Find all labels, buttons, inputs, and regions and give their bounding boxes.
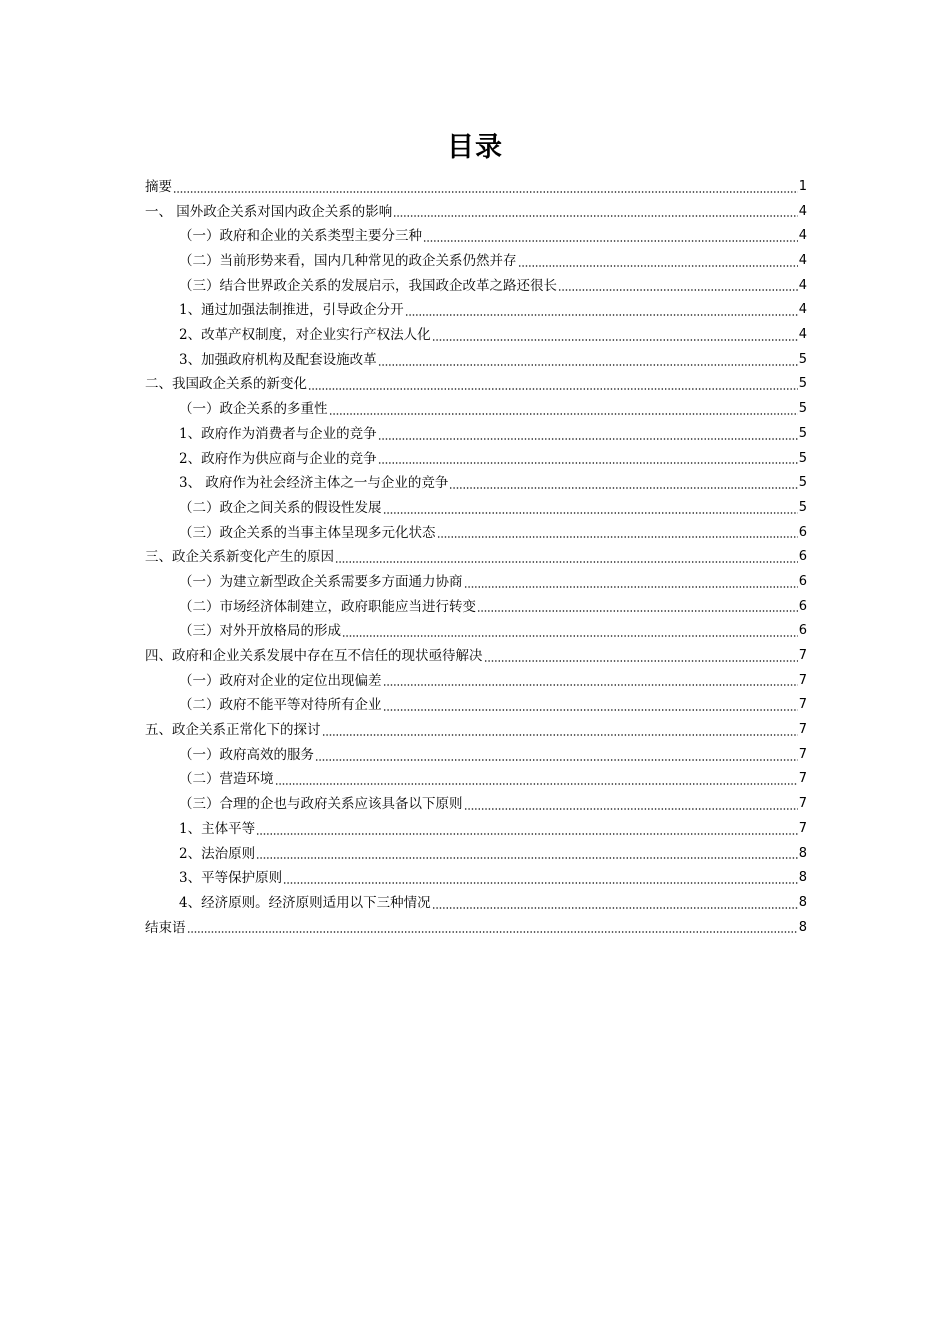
toc-entry-page-number: 7 [798,697,807,713]
toc-entry-label: 结束语 [145,919,186,936]
toc-dot-leader [432,907,798,909]
toc-entry[interactable] [145,619,807,644]
toc-entry[interactable] [145,644,807,669]
toc-dot-leader [342,635,798,637]
toc-entry-page-number: 8 [798,845,807,861]
toc-entry-page-number: 7 [798,672,807,688]
toc-dot-leader [378,462,798,464]
toc-entry-page-number: 5 [798,351,807,367]
toc-entry[interactable] [145,768,807,793]
toc-entry-label: 3、平等保护原则 [179,870,283,887]
toc-entry-label: （二）政企之间关系的假设性发展 [179,499,382,516]
toc-entry-page-number: 7 [798,648,807,664]
toc-list [145,175,807,940]
toc-entry-page-number: 7 [798,722,807,738]
toc-dot-leader [308,388,798,390]
toc-entry-page-number: 5 [798,425,807,441]
toc-entry-label: 3、加强政府机构及配套设施改革 [179,351,377,368]
toc-entry-page-number: 4 [798,302,807,318]
toc-entry[interactable] [145,817,807,842]
toc-entry[interactable] [145,595,807,620]
toc-entry[interactable] [145,249,807,274]
toc-entry-page-number: 6 [798,573,807,589]
toc-dot-leader [383,709,798,711]
toc-dot-leader [383,512,798,514]
toc-entry-label: （三）对外开放格局的形成 [179,623,341,640]
toc-dot-leader [423,240,798,242]
toc-entry-page-number: 8 [798,870,807,886]
toc-dot-leader [187,931,798,933]
toc-entry[interactable] [145,792,807,817]
toc-entry-page-number: 5 [798,376,807,392]
toc-entry-page-number: 7 [798,820,807,836]
toc-entry-label: （一）为建立新型政企关系需要多方面通力协商 [179,573,463,590]
toc-entry-label: 1、主体平等 [179,820,256,837]
toc-entry-label: 2、政府作为供应商与企业的竞争 [179,450,377,467]
toc-dot-leader [437,536,798,538]
toc-dot-leader [432,339,798,341]
toc-entry[interactable] [145,718,807,743]
toc-dot-leader [329,413,798,415]
toc-entry-label: 1、政府作为消费者与企业的竞争 [179,425,377,442]
toc-entry-label: （一）政府高效的服务 [179,746,314,763]
toc-entry-label: 三、政企关系新变化产生的原因 [145,549,334,566]
toc-entry-page-number: 7 [798,771,807,787]
toc-entry-page-number: 5 [798,401,807,417]
toc-entry[interactable] [145,891,807,916]
toc-entry-label: （二）营造环境 [179,771,274,788]
toc-entry[interactable] [145,200,807,225]
toc-entry-label: （二）市场经济体制建立，政府职能应当进行转变 [179,598,476,615]
toc-entry[interactable] [145,373,807,398]
toc-entry[interactable] [145,323,807,348]
toc-dot-leader [405,314,798,316]
toc-entry[interactable] [145,693,807,718]
toc-entry-page-number: 6 [798,623,807,639]
toc-dot-leader [256,857,798,859]
toc-entry[interactable] [145,521,807,546]
toc-entry-page-number: 8 [798,919,807,935]
toc-entry[interactable] [145,175,807,200]
toc-title: 目录 [447,132,503,163]
toc-dot-leader [335,561,798,563]
toc-dot-leader [256,833,798,835]
toc-dot-leader [322,734,798,736]
toc-entry[interactable] [145,669,807,694]
toc-entry-page-number: 4 [798,277,807,293]
toc-entry[interactable] [145,397,807,422]
toc-entry-label: 1、通过加强法制推进，引导政企分开 [179,302,404,319]
toc-entry-label: （三）政企关系的当事主体呈现多元化状态 [179,524,436,541]
toc-entry[interactable] [145,496,807,521]
toc-entry[interactable] [145,422,807,447]
toc-entry-label: （三）合理的企也与政府关系应该具备以下原则 [179,796,463,813]
toc-entry-label: （三）结合世界政企关系的发展启示，我国政企改革之路还很长 [179,277,557,294]
toc-entry-page-number: 6 [798,598,807,614]
toc-dot-leader [449,487,797,489]
toc-entry-label: （一）政企关系的多重性 [179,401,328,418]
toc-entry[interactable] [145,274,807,299]
toc-entry-page-number: 4 [798,253,807,269]
toc-entry[interactable] [145,224,807,249]
toc-dot-leader [464,808,798,810]
toc-entry-page-number: 5 [798,475,807,491]
toc-dot-leader [518,265,798,267]
toc-entry[interactable] [145,842,807,867]
toc-entry-label: （一）政府对企业的定位出现偏差 [179,672,382,689]
toc-dot-leader [378,364,798,366]
toc-entry-page-number: 4 [798,327,807,343]
toc-entry[interactable] [145,348,807,373]
toc-entry[interactable] [145,545,807,570]
toc-entry[interactable] [145,866,807,891]
toc-entry-page-number: 5 [798,499,807,515]
toc-entry-page-number: 6 [798,549,807,565]
toc-entry-page-number: 4 [798,203,807,219]
toc-entry[interactable] [145,743,807,768]
toc-dot-leader [558,289,798,291]
toc-dot-leader [378,438,798,440]
toc-entry-label: 2、法治原则 [179,845,256,862]
toc-dot-leader [383,684,798,686]
toc-dot-leader [464,586,798,588]
toc-dot-leader [393,215,797,217]
toc-entry-label: 五、政企关系正常化下的探讨 [145,722,321,739]
toc-entry-label: 4、经济原则。经济原则适用以下三种情况 [179,894,431,911]
toc-entry-label: 一、 国外政企关系对国内政企关系的影响 [145,203,393,220]
toc-entry-label: 3、 政府作为社会经济主体之一与企业的竞争 [179,475,449,492]
toc-entry-page-number: 7 [798,746,807,762]
toc-entry[interactable] [145,298,807,323]
toc-entry-label: 摘要 [145,178,172,195]
toc-entry-page-number: 8 [798,894,807,910]
toc-dot-leader [477,610,798,612]
toc-dot-leader [275,783,798,785]
toc-entry-label: （二）当前形势来看，国内几种常见的政企关系仍然并存 [179,253,517,270]
toc-entry-page-number: 4 [798,228,807,244]
toc-dot-leader [484,660,798,662]
toc-entry-label: （二）政府不能平等对待所有企业 [179,697,382,714]
toc-dot-leader [173,191,798,193]
toc-entry[interactable] [145,570,807,595]
toc-entry[interactable] [145,471,807,496]
toc-entry-page-number: 6 [798,524,807,540]
toc-entry-label: 二、我国政企关系的新变化 [145,376,307,393]
toc-entry-page-number: 1 [798,178,807,194]
toc-dot-leader [283,882,798,884]
toc-entry-label: （一）政府和企业的关系类型主要分三种 [179,228,422,245]
toc-entry[interactable] [145,447,807,472]
toc-entry-page-number: 7 [798,796,807,812]
toc-entry-label: 四、政府和企业关系发展中存在互不信任的现状亟待解决 [145,648,483,665]
toc-dot-leader [315,759,798,761]
toc-entry-label: 2、改革产权制度，对企业实行产权法人化 [179,327,431,344]
toc-entry-page-number: 5 [798,450,807,466]
toc-entry[interactable] [145,916,807,941]
